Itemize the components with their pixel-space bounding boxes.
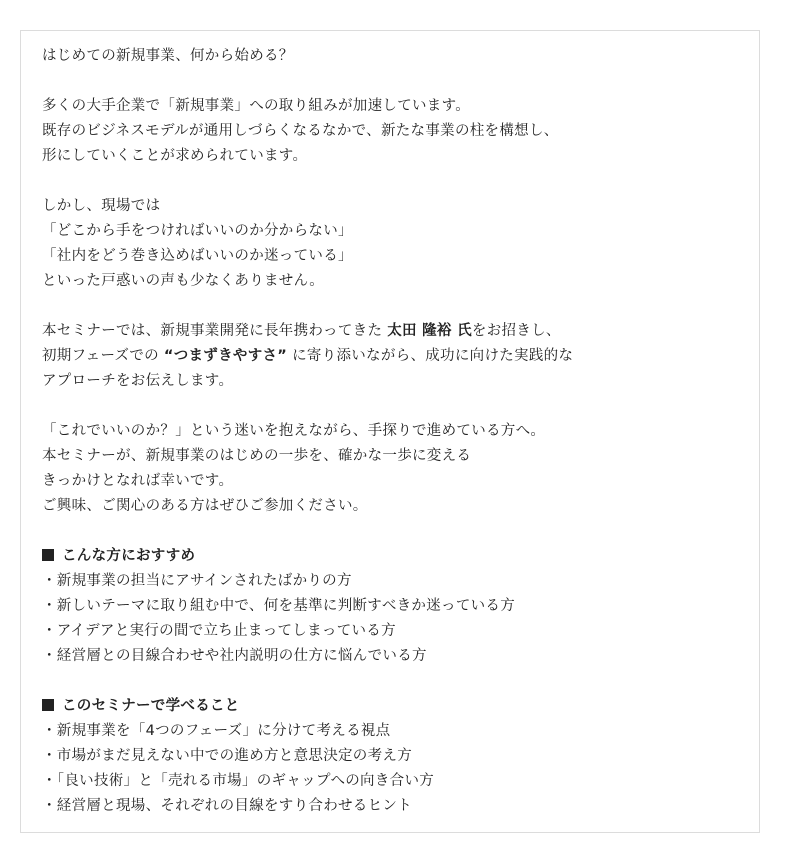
list-item: ・経営層と現場、それぞれの目線をすり合わせるヒント	[42, 798, 412, 814]
spacer	[42, 519, 749, 544]
seminar-line	[42, 344, 749, 369]
seminar-text: 本セミナーでは、新規事業開発に長年携わってきた	[42, 323, 383, 339]
list-item: ・新規事業の担当にアサインされたばかりの方	[42, 573, 352, 589]
seminar-text: をお招きし、	[471, 323, 561, 339]
article-title: はじめての新規事業、何から始める？	[42, 48, 294, 64]
problem-line: といった戸惑いの声も少なくありません。	[42, 273, 325, 289]
article-body	[42, 44, 749, 819]
learnings-heading	[42, 694, 749, 719]
spacer	[42, 169, 749, 194]
seminar-line	[42, 319, 749, 344]
article-card	[20, 30, 760, 833]
list-item: ・アイデアと実行の間で立ち止まってしまっている方	[42, 623, 396, 639]
intro-line: 多くの大手企業で「新規事業」への取り組みが加速しています。	[42, 98, 471, 114]
spacer	[42, 69, 749, 94]
invitation-line: 「これでいいのか？」という迷いを抱えながら、手探りで進めている方へ。	[42, 423, 546, 439]
problem-line: 「どこから手をつければいいのか分からない」	[42, 223, 353, 239]
speaker-name: 太田 隆裕 氏	[387, 323, 472, 339]
spacer	[42, 394, 749, 419]
learnings-heading-text: このセミナーで学べること	[62, 698, 240, 714]
seminar-line: アプローチをお伝えします。	[42, 373, 234, 389]
list-item: ・新規事業を「4つのフェーズ」に分けて考える視点	[42, 723, 391, 739]
list-item: ・「良い技術」と「売れる市場」のギャップへの向き合い方	[42, 773, 435, 789]
recommended-heading	[42, 544, 749, 569]
list-item: ・市場がまだ見えない中での進め方と意思決定の考え方	[42, 748, 412, 764]
seminar-text: 初期フェーズでの	[42, 348, 159, 364]
spacer	[42, 669, 749, 694]
invitation-line: 本セミナーが、新規事業のはじめの一歩を、確かな一歩に変える	[42, 448, 472, 464]
recommended-heading-text: こんな方におすすめ	[62, 548, 196, 564]
spacer	[42, 294, 749, 319]
seminar-text: に寄り添いながら、成功に向けた実践的な	[292, 348, 574, 364]
problem-line: しかし、現場では	[42, 198, 161, 214]
list-item: ・経営層との目線合わせや社内説明の仕方に悩んでいる方	[42, 648, 427, 664]
invitation-line: ご興味、ご関心のある方はぜひご参加ください。	[42, 498, 368, 514]
square-bullet-icon	[42, 699, 54, 711]
seminar-keyword: “つまずきやすさ”	[163, 348, 288, 364]
problem-line: 「社内をどう巻き込めばいいのか迷っている」	[42, 248, 353, 264]
invitation-line: きっかけとなれば幸いです。	[42, 473, 234, 489]
list-item: ・新しいテーマに取り組む中で、何を基準に判断すべきか迷っている方	[42, 598, 516, 614]
intro-line: 形にしていくことが求められています。	[42, 148, 308, 164]
square-bullet-icon	[42, 549, 54, 561]
intro-line: 既存のビジネスモデルが通用しづらくなるなかで、新たな事業の柱を構想し、	[42, 123, 559, 139]
